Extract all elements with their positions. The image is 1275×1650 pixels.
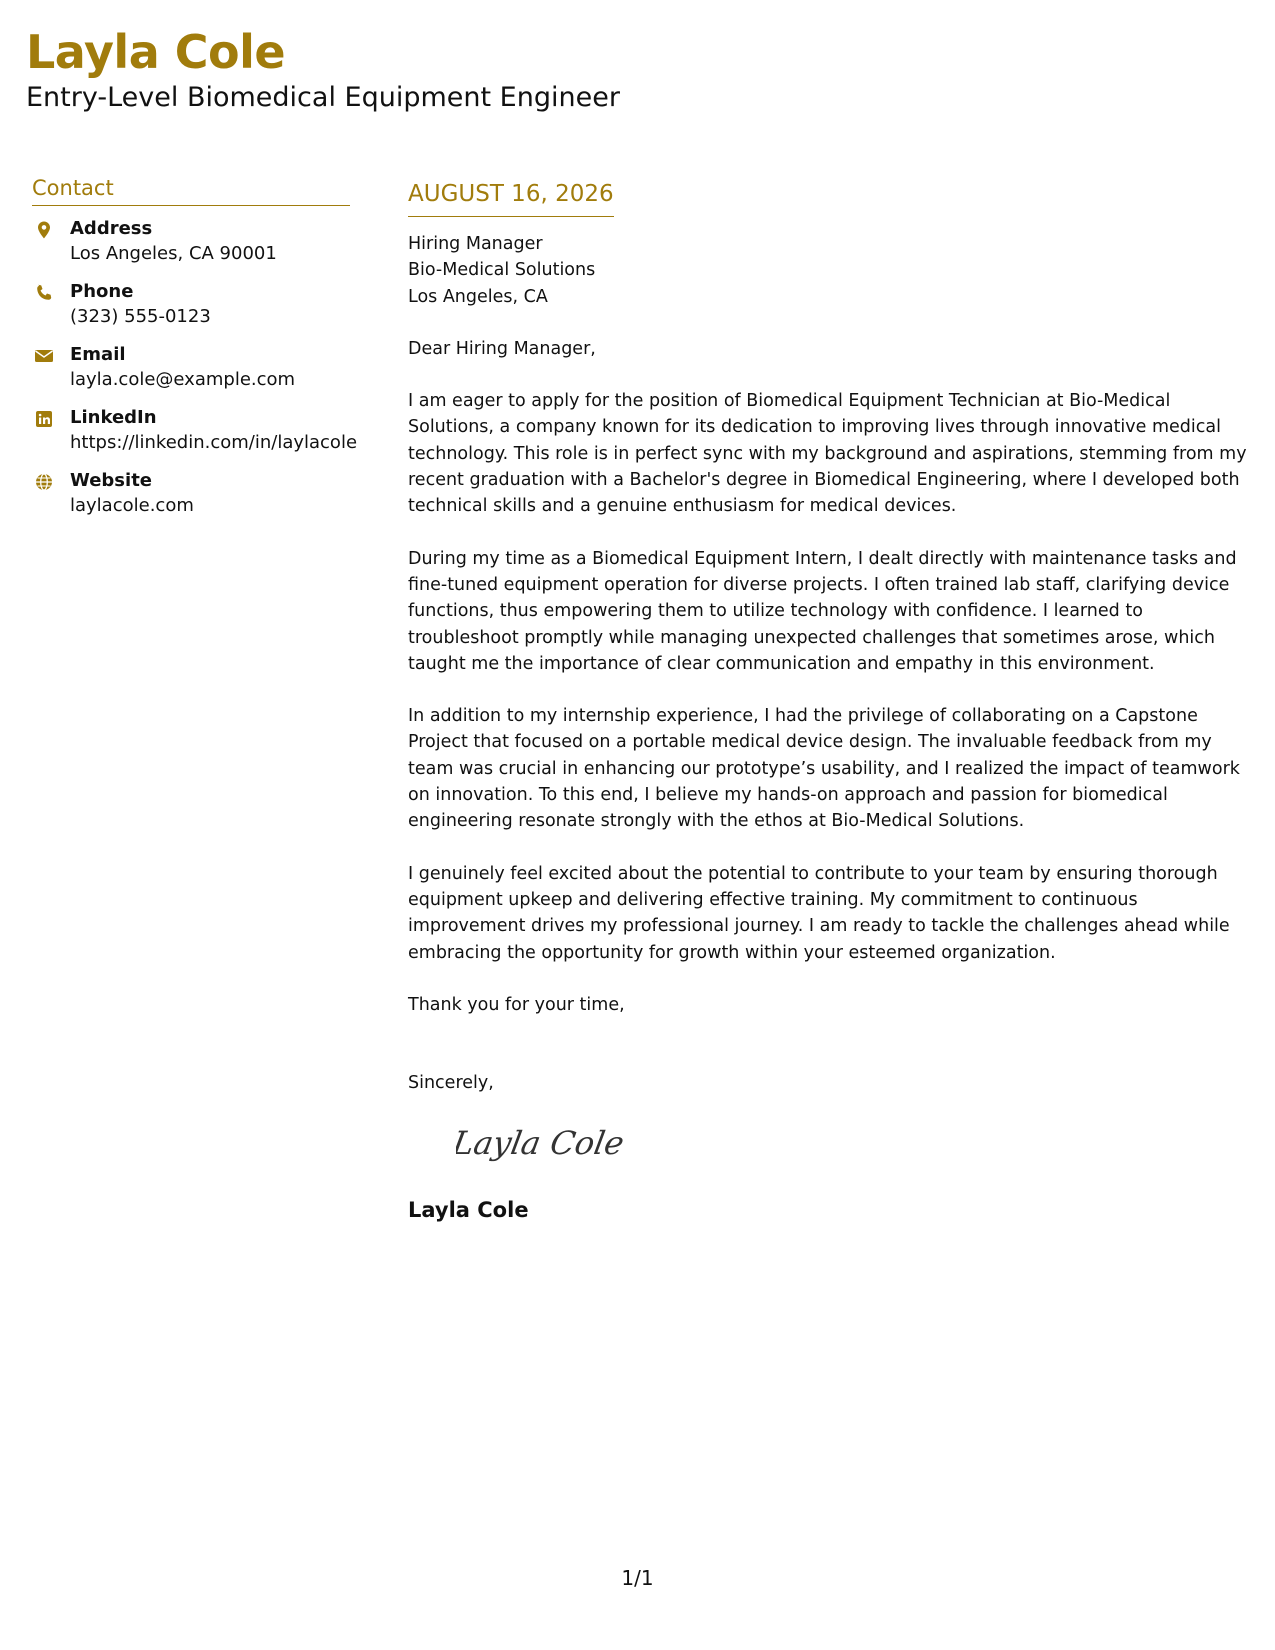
contact-label: Website <box>70 470 153 491</box>
letter-date: AUGUST 16, 2026 <box>408 178 614 217</box>
contact-value[interactable]: laylacole.com <box>70 495 194 516</box>
job-title: Entry-Level Biomedical Equipment Engineer <box>26 82 620 113</box>
contact-item-website <box>32 468 350 531</box>
contact-item-address <box>32 216 350 279</box>
contact-label: Phone <box>70 281 134 302</box>
recipient-line: Hiring Manager <box>408 234 543 254</box>
header <box>26 22 620 116</box>
sign-off: Sincerely, <box>408 1073 494 1094</box>
body-paragraph: In addition to my internship experience, I had the privilege of collaborating on a Capstone Project that focused on a portable medical device design. The invaluable feedback from my team was crucial in enhancing our prototype’s usability, and I realized the impact of teamwork on innovation. To this end, I believe my hands-on approach and passion for biomedical engineering resonate strongly with the ethos at Bio-Medical Solutions. <box>408 706 1240 832</box>
contact-value: layla.cole@example.com <box>70 369 296 390</box>
contact-item-email <box>32 342 350 405</box>
recipient-block <box>408 231 1253 310</box>
salutation: Dear Hiring Manager, <box>408 338 596 359</box>
contact-list <box>32 216 358 531</box>
map-pin-icon <box>34 220 54 240</box>
contact-heading: Contact <box>32 173 350 206</box>
contact-sidebar <box>32 173 358 531</box>
handwritten-signature <box>456 1114 636 1174</box>
recipient-line: Los Angeles, CA <box>408 286 548 307</box>
body-paragraph: I genuinely feel excited about the potential to contribute to your team by ensuring thorough equipment upkeep and delivering effective training. My commitment to continuous improvement drives my professional journey. I am ready to tackle the challenges ahead while embracing the opportunity for growth within your esteemed organization. <box>408 863 1230 963</box>
globe-icon <box>34 472 54 492</box>
contact-value: (323) 555-0123 <box>70 306 211 327</box>
recipient-line: Bio-Medical Solutions <box>408 260 596 281</box>
contact-item-linkedin <box>32 405 358 468</box>
body-paragraph: During my time as a Biomedical Equipment Intern, I dealt directly with maintenance tasks and fine-tuned equipment operation for diverse projects. I often trained lab staff, clarifying device functions, thus empowering them to utilize technology with confidence. I learned to troubleshoot promptly while managing unexpected challenges that sometimes arose, which taught me the importance of clear communication and empathy in this environment. <box>408 548 1237 674</box>
candidate-name: Layla Cole <box>26 25 286 79</box>
letter-body <box>408 178 1253 1225</box>
body-paragraph: I am eager to apply for the position of Biomedical Equipment Technician at Bio-Medical Solutions, a company known for its dedication to improving lives through innovative medical technology. This role is in perfect sync with my background and aspirations, stemming from my recent graduation with a Bachelor's degree in Biomedical Engineering, where I developed both technical skills and a genuine enthusiasm for medical devices. <box>408 391 1247 517</box>
envelope-icon <box>34 346 54 366</box>
contact-value[interactable]: https://linkedin.com/in/laylacole <box>70 432 358 453</box>
contact-label: Email <box>70 344 126 365</box>
contact-item-phone <box>32 279 350 342</box>
phone-icon <box>34 283 54 303</box>
signer-name: Layla Cole <box>408 1198 529 1223</box>
closing-thanks: Thank you for your time, <box>408 994 625 1015</box>
contact-label: LinkedIn <box>70 407 157 428</box>
contact-label: Address <box>70 218 153 239</box>
linkedin-icon <box>34 409 54 429</box>
contact-value: Los Angeles, CA 90001 <box>70 243 277 264</box>
page-number: 1/1 <box>621 1566 654 1590</box>
signature-text: Layla Cole <box>456 1124 627 1163</box>
